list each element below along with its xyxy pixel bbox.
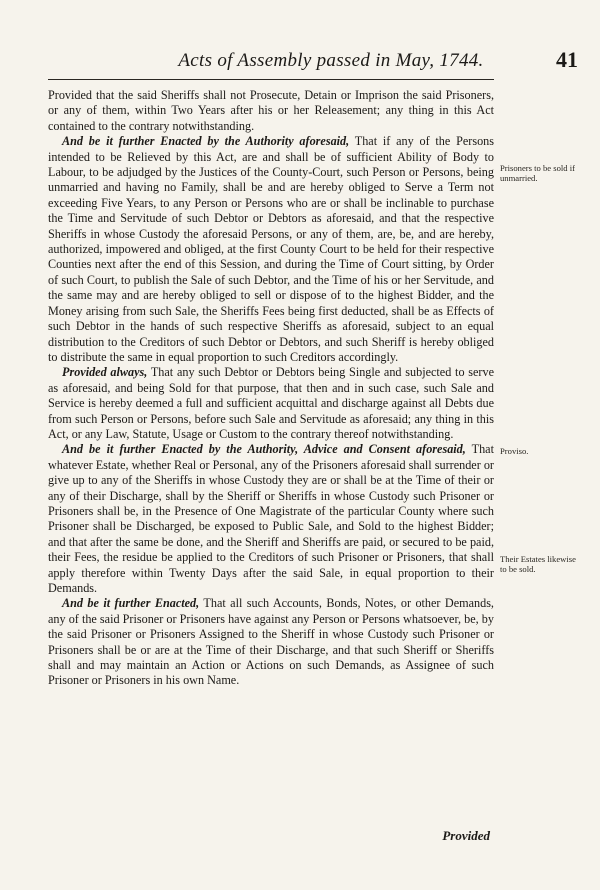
- paragraph-assignment: And be it further Enacted, That all such Accounts, Bonds, Notes, or other Demands, any of the said Prisoner or Prisoners have against any Person or Persons whatsoever, be, by the said Prisoner or Prisoners Assigned to the Sheriff in whose Custody such Prisoner or Prisoners shall be or are at the Time of their Discharge, and that such Sheriff or Sheriffs shall and may maintain an Action or Actions on such Demands, as Assignee of such Prisoner or Prisoners in his own Name.: [48, 596, 494, 688]
- paragraph-servitude: And be it further Enacted by the Authority aforesaid, That if any of the Persons intended to be Relieved by this Act, are and shall be of sufficient Ability of Body to Labour, to be adjudged by the Justices of the County-Court, such Person or Persons, being unmarried and having no Family, shall be and are hereby obliged to Serve a Term not exceeding Five Years, to any Person or Persons who are or shall be inclinable to purchase the Time and Servitude of such Debtor or Debtors as aforesaid, and that the respective Sheriffs in whose Custody the aforesaid Persons, or any of them, are, be, and are hereby, authorized, impowered and obliged, at the first County Court to be held for their respective Counties next after the end of this Session, and during the Time of Court sitting, by Order of such Court, to publish the Sale of such Debtor, and the Time of his or her Servitude, and the same may and are hereby obliged to sell or dispose of to the highest Bidder, and the Money arising from such Sale, the Sheriffs Fees being first deducted, shall be as Effects of such Debtor in the hands of such respective Sheriffs as aforesaid, subject to an equal distribution to the Creditors of such Debtor or Debtors, and such Sheriff is hereby obliged to distribute the same in equal proportion to such Creditors accordingly.: [48, 134, 494, 364]
- margin-note-proviso: Proviso.: [500, 446, 529, 456]
- proviso-clause: Provided always,: [62, 365, 148, 380]
- margin-note-estates-sold: Their Estates likewise to be sold.: [500, 554, 576, 574]
- enacting-clause: And be it further Enacted by the Authority aforesaid,: [62, 134, 350, 149]
- enacting-clause: And be it further Enacted,: [62, 596, 200, 611]
- paragraph-proviso-single: Provided always, That any such Debtor or Debtors being Single and subjected to serve as aforesaid, and being Sold for that purpose, that then and in such case, such Sale and Service is hereby deemed a full and sufficient acquittal and discharge against all Debts due from such Person or Persons, before such Sale and Servitude as aforesaid; any thing in this Act, or any Law, Statute, Usage or Custom to the contrary thereof notwithstanding.: [48, 365, 494, 441]
- catchword: Provided: [442, 828, 490, 843]
- margin-note-prisoners-sold: Prisoners to be sold if unmarried.: [500, 163, 575, 183]
- header-rule: [48, 79, 494, 80]
- page-number: 41: [556, 47, 578, 72]
- act-body-text: [48, 88, 494, 689]
- paragraph-proviso-releasement: Provided that the said Sheriffs shall not Prosecute, Detain or Imprison the said Prisoners, or any of them, within Two Years after his or her Releasement; any thing in this Act contained to the contrary notwithstanding.: [48, 88, 494, 133]
- enacting-clause: And be it further Enacted by the Authority, Advice and Consent aforesaid,: [62, 442, 466, 457]
- running-header: Acts of Assembly passed in May, 1744.: [178, 50, 484, 71]
- paragraph-estate-sale: And be it further Enacted by the Authority, Advice and Consent aforesaid, That whatever Estate, whether Real or Personal, any of the Prisoners aforesaid shall surrender or give up to any of the Sheriffs in whose Custody they are or shall be at the Time of their or any of their Discharge, shall by the Sheriff or Sheriffs in whose Custody such Prisoner or Prisoners shall be, in the Presence of One Magistrate of the particular County where such Prisoner shall be Discharged, be exposed to Public Sale, and Sold to the highest Bidder; and that after the same be done, and the Sheriff and Sheriffs are paid, or secured to be paid, their Fees, the residue be applied to the Creditors of such Prisoner or Prisoners, that shall apply therefore within Twenty Days after the said Sale, in equal proportion to their Demands.: [48, 442, 494, 595]
